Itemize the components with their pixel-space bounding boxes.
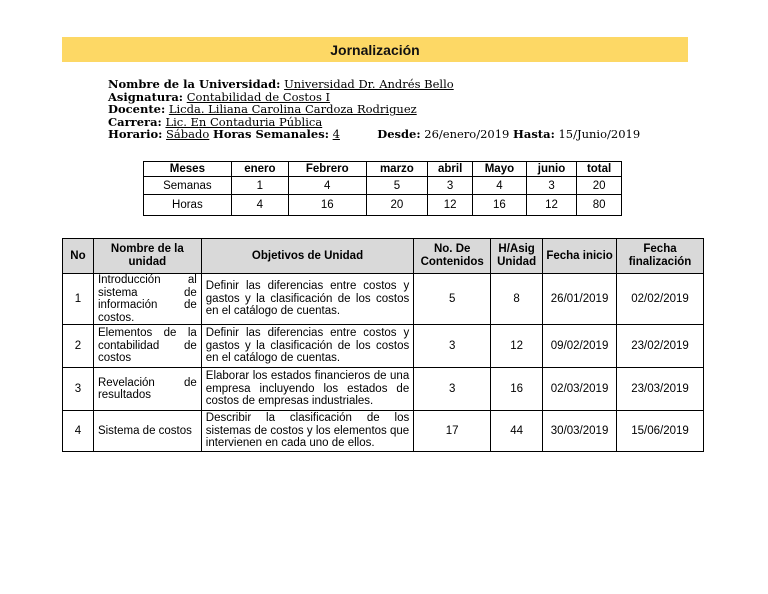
- universidad-label: Nombre de la Universidad:: [108, 77, 281, 91]
- table-row: [63, 411, 704, 452]
- horas-label: Horas Semanales:: [212, 127, 329, 142]
- units-table: [62, 238, 704, 452]
- semanas-cell: 4: [473, 177, 527, 195]
- desde-label: Desde:: [377, 127, 421, 142]
- unit-objetivo: Elaborar los estados financieros de una empresa incluyendo los estados de costos de empresas industriales.: [201, 368, 413, 411]
- carrera-value: Lic. En Contaduria Pública: [165, 114, 323, 129]
- course-info: [108, 78, 668, 141]
- semanas-cell: 3: [428, 177, 473, 195]
- units-header-cell: H/Asig Unidad: [491, 239, 543, 274]
- unit-no: 1: [63, 274, 94, 325]
- horas-cell: 12: [526, 195, 576, 216]
- unit-contenidos: 3: [414, 368, 491, 411]
- units-header-cell: Fecha inicio: [543, 239, 617, 274]
- unit-objetivo: Definir las diferencias entre costos y gastos y la clasificación de los costos en el catálogo de cuentas.: [201, 325, 413, 368]
- horas-row: [144, 195, 622, 216]
- unit-horas: 8: [491, 274, 543, 325]
- desde-value: 26/enero/2019: [424, 127, 510, 142]
- table-row: [63, 368, 704, 411]
- unit-no: 2: [63, 325, 94, 368]
- horas-cell: 20: [366, 195, 428, 216]
- unit-fin: 23/03/2019: [617, 368, 704, 411]
- months-header-cell: marzo: [366, 162, 428, 177]
- unit-contenidos: 3: [414, 325, 491, 368]
- unit-horas: 16: [491, 368, 543, 411]
- unit-no: 3: [63, 368, 94, 411]
- unit-fin: 23/02/2019: [617, 325, 704, 368]
- unit-contenidos: 17: [414, 411, 491, 452]
- unit-nombre: Sistema de costos: [93, 411, 201, 452]
- months-header-cell: abril: [428, 162, 473, 177]
- horas-cell: 16: [473, 195, 527, 216]
- hasta-value: 15/Junio/2019: [558, 127, 641, 142]
- unit-inicio: 30/03/2019: [543, 411, 617, 452]
- horas-cell: Horas: [144, 195, 232, 216]
- months-header-cell: junio: [526, 162, 576, 177]
- unit-fin: 02/02/2019: [617, 274, 704, 325]
- semanas-cell: 4: [288, 177, 366, 195]
- units-header-cell: Objetivos de Unidad: [201, 239, 413, 274]
- table-row: [63, 325, 704, 368]
- unit-nombre: Revelación de resultados: [93, 368, 201, 411]
- unit-inicio: 02/03/2019: [543, 368, 617, 411]
- semanas-cell: Semanas: [144, 177, 232, 195]
- horas-value: 4: [332, 127, 340, 142]
- horario-label: Horario:: [108, 127, 163, 142]
- units-header-cell: Nombre de la unidad: [93, 239, 201, 274]
- docente-value: Licda. Liliana Carolina Cardoza Rodriguez: [168, 102, 417, 117]
- horas-cell: 4: [231, 195, 288, 216]
- info-horario: [108, 128, 668, 141]
- unit-horas: 44: [491, 411, 543, 452]
- universidad-value: Universidad Dr. Andrés Bello: [284, 77, 454, 91]
- months-table: [143, 161, 622, 216]
- semanas-cell: 3: [526, 177, 576, 195]
- page-title: Jornalización: [62, 37, 688, 62]
- months-header-cell: Meses: [144, 162, 232, 177]
- unit-objetivo: Definir las diferencias entre costos y gastos y la clasificación de los costos en el catálogo de cuentas.: [201, 274, 413, 325]
- unit-horas: 12: [491, 325, 543, 368]
- unit-inicio: 09/02/2019: [543, 325, 617, 368]
- unit-contenidos: 5: [414, 274, 491, 325]
- horario-value: Sábado: [166, 127, 210, 142]
- unit-no: 4: [63, 411, 94, 452]
- months-header-cell: Mayo: [473, 162, 527, 177]
- units-header-cell: No: [63, 239, 94, 274]
- months-header-cell: enero: [231, 162, 288, 177]
- units-header-cell: No. De Contenidos: [414, 239, 491, 274]
- horas-cell: 16: [288, 195, 366, 216]
- asignatura-label: Asignatura:: [108, 89, 184, 104]
- months-header-cell: total: [577, 162, 622, 177]
- months-header-row: [144, 162, 622, 177]
- unit-fin: 15/06/2019: [617, 411, 704, 452]
- asignatura-value: Contabilidad de Costos I: [186, 89, 331, 104]
- semanas-cell: 5: [366, 177, 428, 195]
- table-row: [63, 274, 704, 325]
- months-header-cell: Febrero: [288, 162, 366, 177]
- horas-cell: 12: [428, 195, 473, 216]
- units-header-row: [63, 239, 704, 274]
- unit-nombre: Elementos de la contabilidad de costos: [93, 325, 201, 368]
- unit-objetivo: Describir la clasificación de los sistemas de costos y los elementos que intervienen en cada uno de ellos.: [201, 411, 413, 452]
- units-header-cell: Fecha finalización: [617, 239, 704, 274]
- carrera-label: Carrera:: [108, 114, 162, 129]
- semanas-row: [144, 177, 622, 195]
- semanas-cell: 1: [231, 177, 288, 195]
- horas-cell: 80: [577, 195, 622, 216]
- hasta-label: Hasta:: [513, 127, 555, 142]
- unit-inicio: 26/01/2019: [543, 274, 617, 325]
- docente-label: Docente:: [108, 102, 166, 117]
- unit-nombre: Introducción al sistema de información de costos.: [93, 274, 201, 325]
- semanas-cell: 20: [577, 177, 622, 195]
